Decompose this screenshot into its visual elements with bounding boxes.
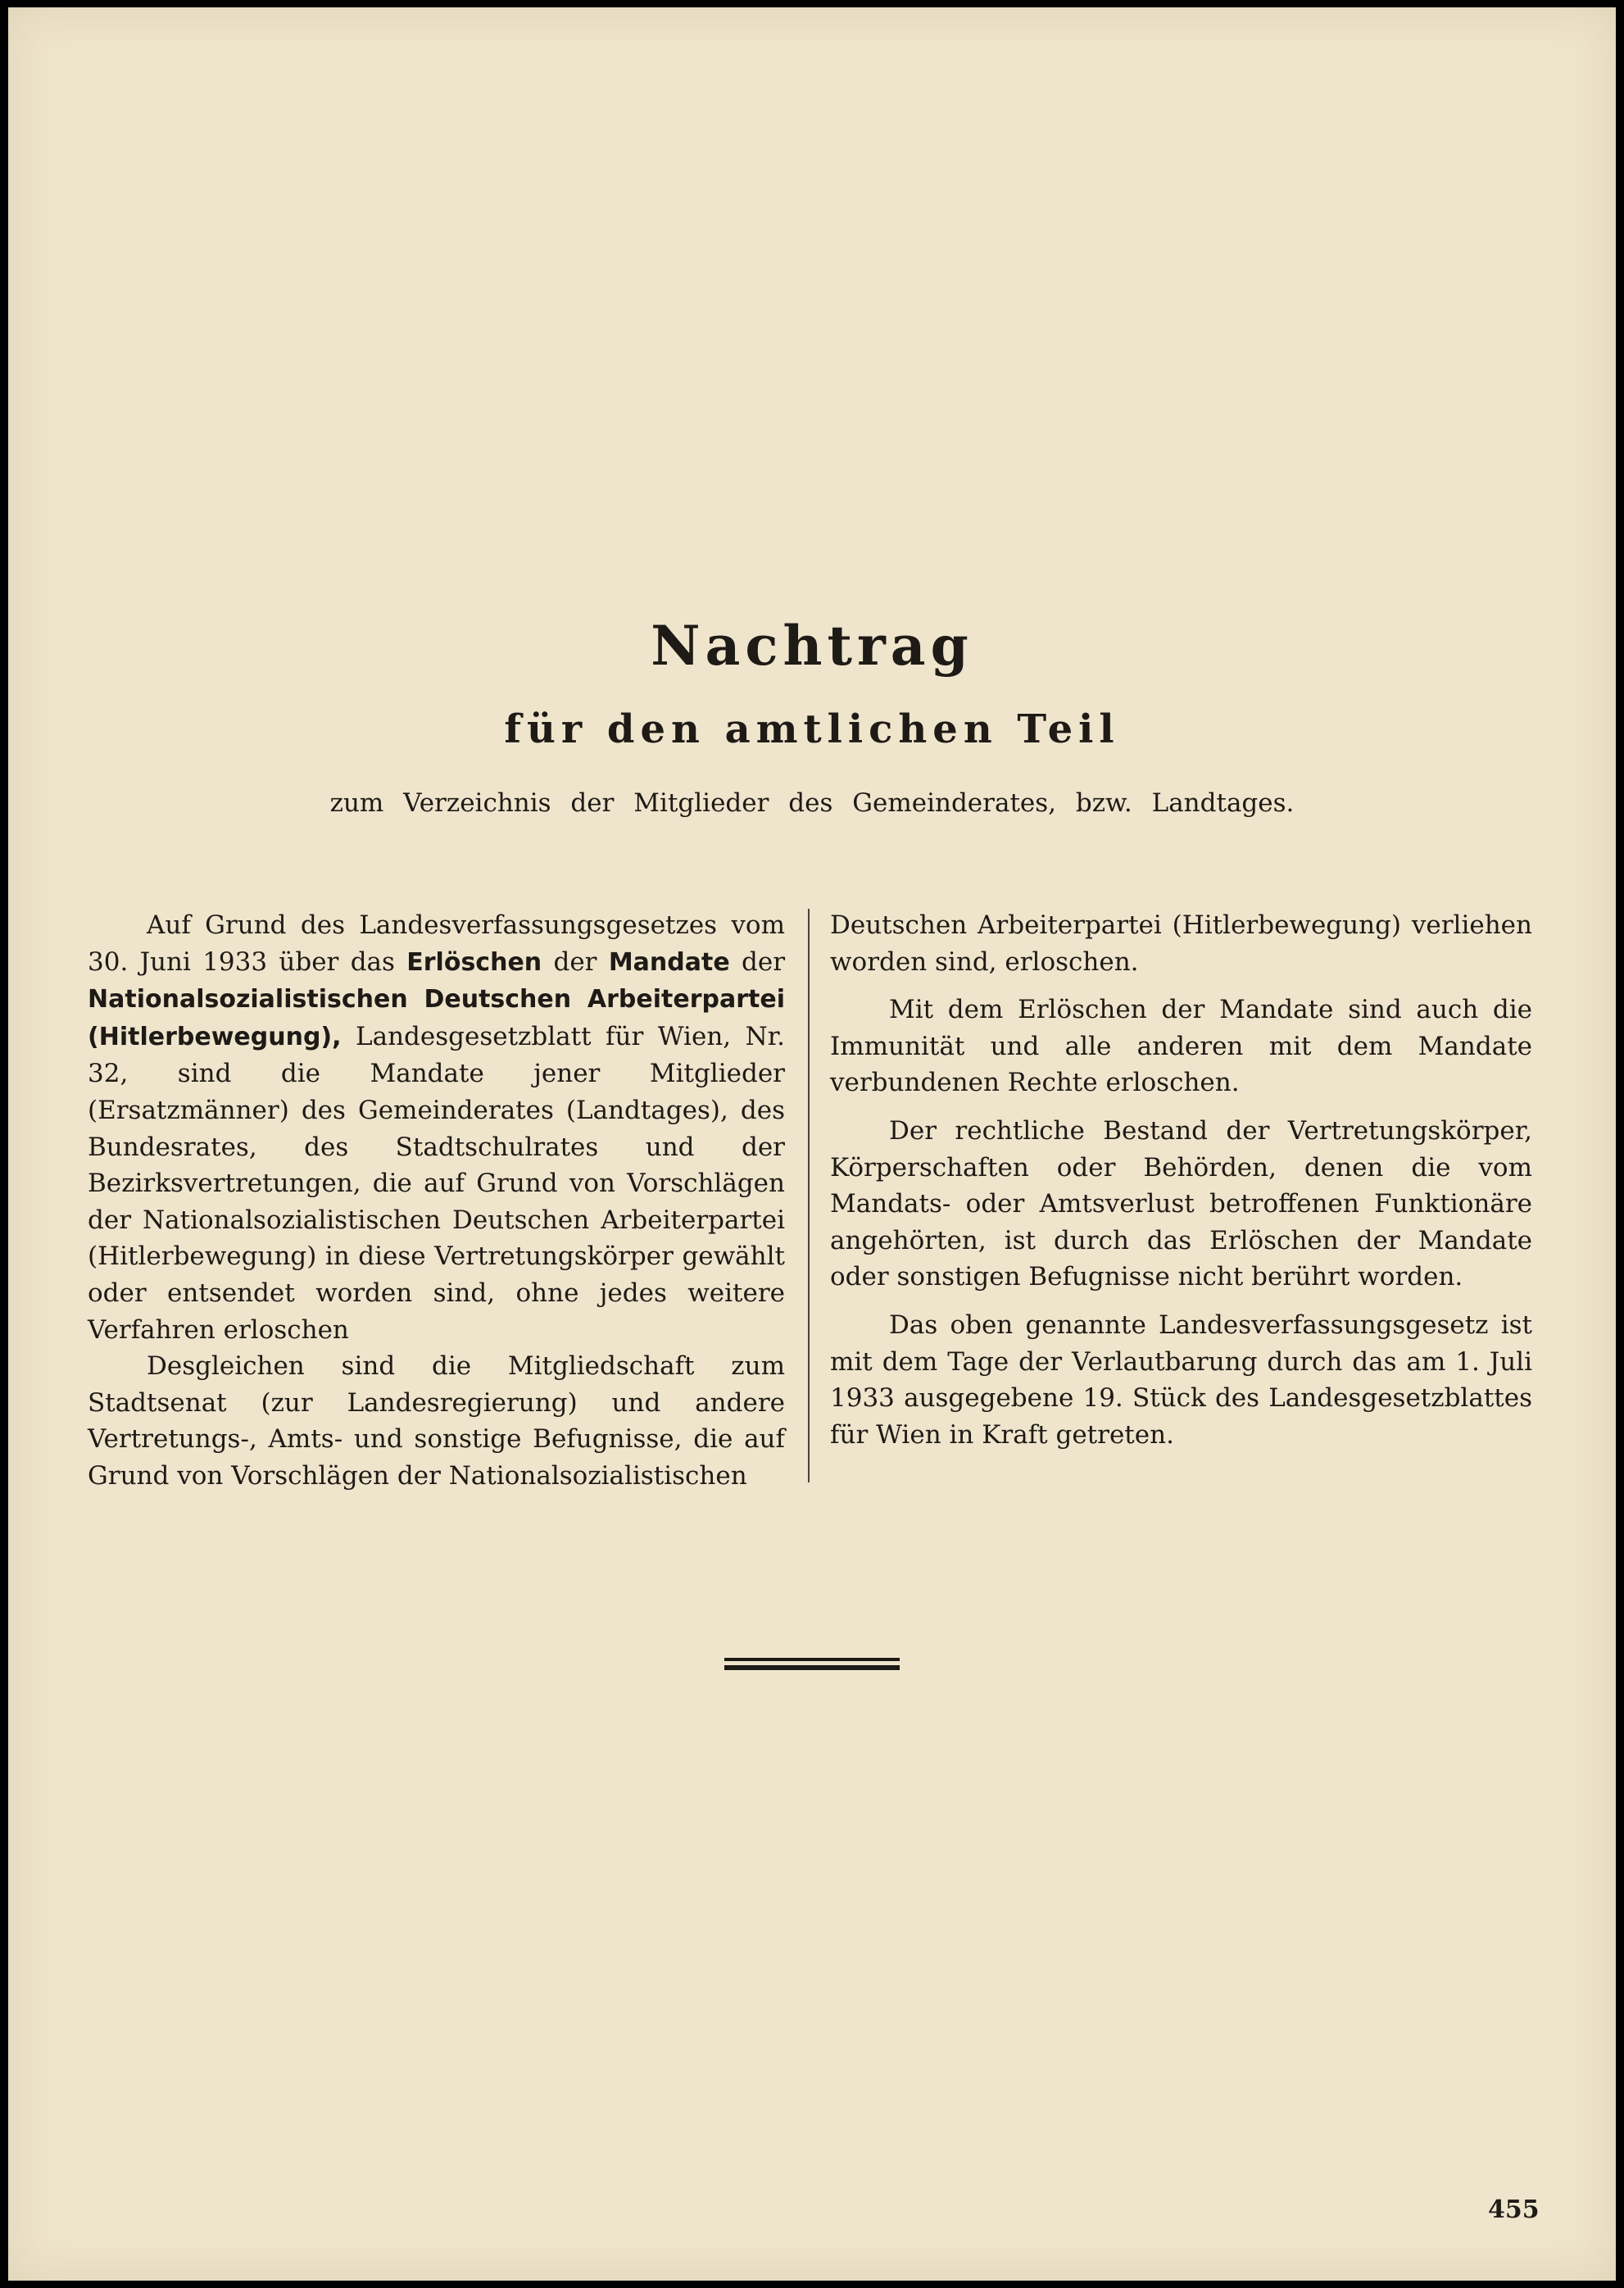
right-paragraph-2: Mit dem Erlöschen der Mandate sind auch die Immunität und alle anderen mit dem Mandate verbundenen Rechte erloschen.	[830, 995, 1532, 1098]
page-number: 455	[1488, 2195, 1540, 2224]
text-run: der	[553, 947, 597, 977]
right-paragraph-1: Deutschen Arbeiterpartei (Hitlerbewegung) verliehen worden sind, erloschen.	[830, 910, 1532, 977]
right-paragraph-4: Das oben genannte Landesverfassungsgesetz ist mit dem Tage der Verlautbarung durch das am 1. Juli 1933 ausgegebene 19. Stück des Landesgesetzblattes für Wien in Kraft getreten.	[830, 1310, 1532, 1450]
left-paragraph-2: Desgleichen sind die Mitgliedschaft zum Stadtsenat (zur Landesregierung) und andere Vertretungs-, Amts- und sonstige Befugnisse, die auf Grund von Vorschlägen der Nationalsozialistischen	[88, 1351, 785, 1491]
left-paragraph-1	[88, 907, 785, 1348]
document-page	[8, 7, 1616, 2281]
page-subtitle: für den amtlichen Teil	[504, 706, 1120, 752]
page-title: Nachtrag	[651, 614, 973, 678]
end-rule-line-thick	[724, 1665, 900, 1670]
right-column	[830, 907, 1532, 1464]
text-run: Auf Grund des Landesverfassungsgesetzes vom 30. Juni 1933 über das	[88, 910, 785, 977]
right-paragraph-3: Der rechtliche Bestand der Vertretungskörper, Körperschaften oder Behörden, denen die vom Mandats- oder Amtsverlust betroffenen Funktionäre angehörten, ist durch das Erlöschen der Mandate oder sonstigen Befugnisse nicht berührt worden.	[830, 1115, 1532, 1292]
left-column	[88, 907, 785, 1495]
text-run: der	[742, 947, 786, 977]
column-divider	[808, 909, 810, 1482]
bold-term: Mandate	[608, 947, 730, 977]
bold-term: Nationalsozialistischen Deutschen Arbeiterpartei (Hitlerbewegung),	[88, 985, 785, 1051]
end-rule	[724, 1658, 900, 1670]
bold-term: Erlöschen	[406, 947, 542, 977]
page-subline: zum Verzeichnis der Mitglieder des Gemeinderates, bzw. Landtages.	[329, 788, 1295, 818]
text-run: Landesgesetzblatt für Wien, Nr. 32, sind die Mandate jener Mitglieder (Ersatzmänner) des Gemeinderates (Landtages), des Bundesrates, des Stadtschulrates und der Bezirksvertretungen, die auf Grund von Vorschlägen der Nationalsozialistischen Deutschen Arbeiterpartei (Hitlerbewegung) in diese Vertretungskörper gewählt oder entsendet worden sind, ohne jedes weitere Verfahren erloschen	[88, 1021, 785, 1345]
end-rule-line-thin	[724, 1658, 900, 1661]
